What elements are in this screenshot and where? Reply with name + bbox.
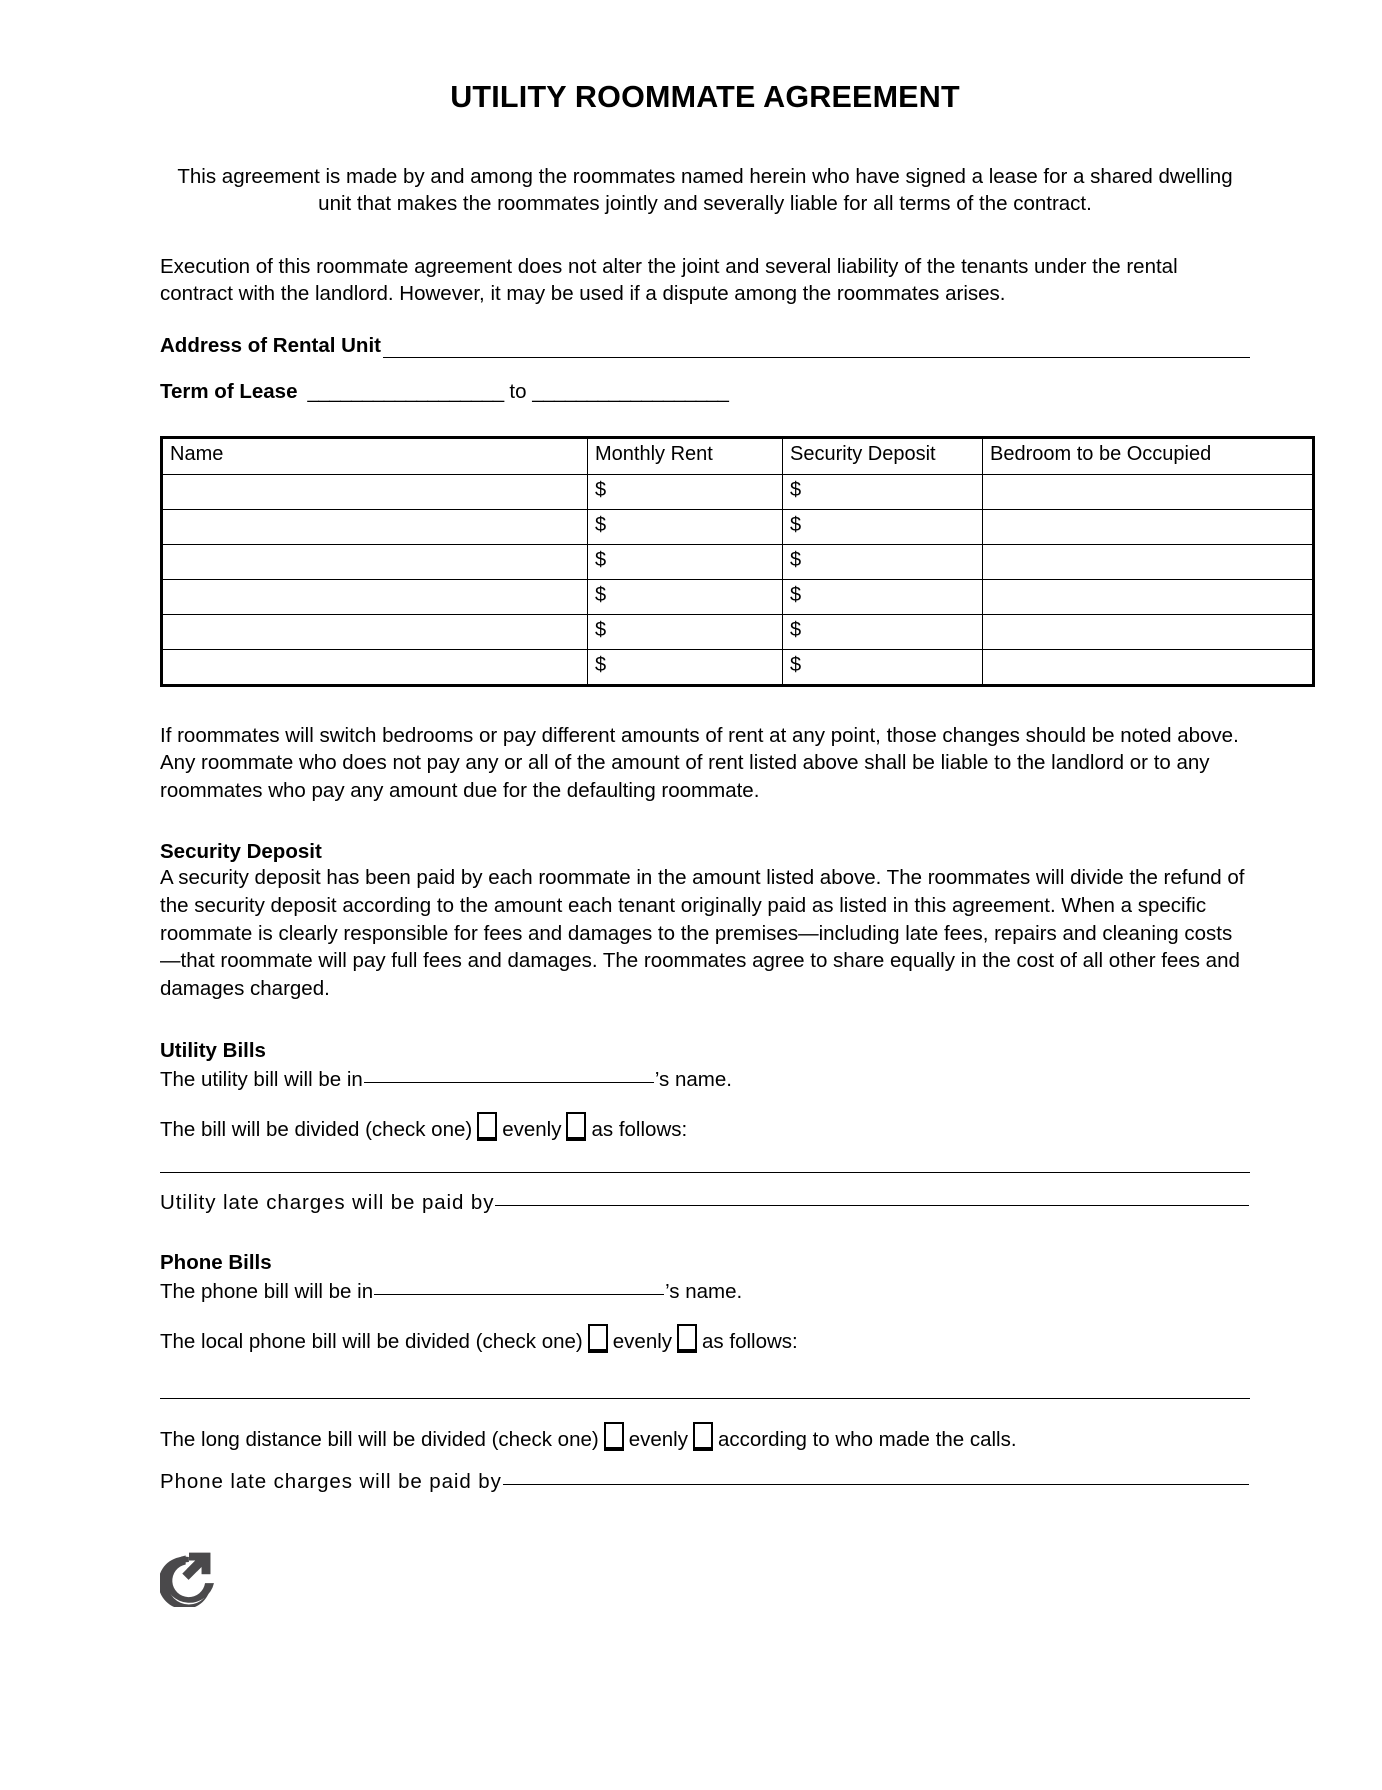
roommate-table-wrapper [160, 436, 1250, 687]
table-header-row [162, 438, 1314, 475]
term-of-lease-connector: to [509, 380, 527, 403]
phone-late-charges-input[interactable] [503, 1484, 1249, 1485]
column-header-name: Name [162, 438, 588, 475]
local-phone-as-follows-checkbox[interactable] [677, 1324, 697, 1353]
page-title: UTILITY ROOMMATE AGREEMENT [450, 80, 960, 114]
utility-late-charges-label: Utility late charges will be paid by [160, 1191, 495, 1215]
cell-name[interactable] [162, 580, 588, 615]
term-of-lease-field[interactable] [160, 380, 1250, 404]
intro-paragraph: This agreement is made by and among the roommates named herein who have signed a lease for a shared dwelling unit that makes the roommates jointly and severally liable for all terms of the contract. [177, 165, 1233, 216]
local-phone-division-prefix: The local phone bill will be divided (check one) [160, 1330, 583, 1354]
table-row[interactable] [162, 475, 1314, 510]
utility-bill-name-input[interactable] [364, 1082, 654, 1083]
address-of-rental-unit-field[interactable] [160, 334, 1250, 358]
long-distance-evenly-checkbox[interactable] [604, 1422, 624, 1451]
cell-monthly-rent[interactable]: $ [588, 510, 783, 545]
table-row[interactable] [162, 615, 1314, 650]
utility-bill-name-suffix: ’s name. [654, 1068, 732, 1092]
utility-bills-heading: Utility Bills [160, 1039, 266, 1063]
long-distance-division-line[interactable] [160, 1417, 1250, 1452]
local-phone-as-follows-input[interactable] [160, 1398, 1250, 1399]
cell-bedroom[interactable] [983, 615, 1314, 650]
table-row[interactable] [162, 650, 1314, 686]
security-deposit-paragraph: A security deposit has been paid by each roommate in the amount listed above. The roommates will divide the refund of the security deposit according to the amount each tenant originally paid as listed in this agreement. When a specific roommate is clearly responsible for fees and damages to the premises—including late fees, repairs and cleaning costs—that roommate will pay full fees and damages. The roommates agree to share equally in the cost of all other fees and damages charged. [160, 865, 1245, 1001]
document-content [160, 0, 1250, 1494]
phone-bill-name-suffix: ’s name. [665, 1280, 743, 1304]
column-header-security-deposit: Security Deposit [783, 438, 983, 475]
phone-late-charges-line[interactable] [160, 1470, 1250, 1494]
utility-bill-division-line[interactable] [160, 1107, 1250, 1142]
cell-security-deposit[interactable]: $ [783, 475, 983, 510]
utility-as-follows-input[interactable] [160, 1172, 1250, 1173]
switch-bedrooms-paragraph: If roommates will switch bedrooms or pay different amounts of rent at any point, those changes should be noted above. Any roommate who does not pay any or all of the amount of rent listed above shall be liable to the landlord or to any roommates who pay any amount due for the defaulting roommate. [160, 724, 1239, 802]
long-distance-by-calls-label: according to who made the calls. [717, 1428, 1017, 1452]
long-distance-evenly-label: evenly [628, 1428, 688, 1452]
cell-name[interactable] [162, 615, 588, 650]
local-phone-evenly-label: evenly [612, 1330, 673, 1354]
phone-late-charges-label: Phone late charges will be paid by [160, 1470, 502, 1494]
long-distance-division-prefix: The long distance bill will be divided (check one) [160, 1428, 599, 1452]
cell-security-deposit[interactable]: $ [783, 580, 983, 615]
term-of-lease-end-input[interactable]: __________________ [532, 380, 729, 403]
phone-bill-name-line[interactable] [160, 1280, 1250, 1304]
utility-as-follows-checkbox[interactable] [566, 1112, 586, 1141]
cell-monthly-rent[interactable]: $ [588, 475, 783, 510]
cell-bedroom[interactable] [983, 510, 1314, 545]
cell-security-deposit[interactable]: $ [783, 650, 983, 686]
cell-security-deposit[interactable]: $ [783, 615, 983, 650]
cell-name[interactable] [162, 545, 588, 580]
roommate-table [160, 436, 1315, 687]
circular-arrow-logo-icon [160, 1545, 222, 1607]
phone-bill-name-prefix: The phone bill will be in [160, 1280, 374, 1304]
term-of-lease-label: Term of Lease [160, 380, 298, 403]
local-phone-as-follows-label: as follows: [702, 1330, 798, 1354]
phone-bills-heading: Phone Bills [160, 1251, 272, 1275]
cell-bedroom[interactable] [983, 475, 1314, 510]
execution-paragraph: Execution of this roommate agreement does not alter the joint and several liability of the tenants under the rental contract with the landlord. However, it may be used if a dispute among the roommates arises. [160, 254, 1178, 305]
address-of-rental-unit-input[interactable] [383, 336, 1250, 358]
cell-name[interactable] [162, 650, 588, 686]
utility-evenly-checkbox[interactable] [477, 1112, 497, 1141]
local-phone-division-line[interactable] [160, 1319, 1250, 1354]
table-row[interactable] [162, 510, 1314, 545]
cell-bedroom[interactable] [983, 580, 1314, 615]
utility-as-follows-label: as follows: [591, 1118, 688, 1142]
utility-bill-name-line[interactable] [160, 1068, 1250, 1092]
column-header-bedroom: Bedroom to be Occupied [983, 438, 1314, 475]
address-of-rental-unit-label: Address of Rental Unit [160, 334, 381, 357]
cell-name[interactable] [162, 510, 588, 545]
table-row[interactable] [162, 545, 1314, 580]
utility-late-charges-input[interactable] [495, 1205, 1249, 1206]
cell-security-deposit[interactable]: $ [783, 545, 983, 580]
cell-bedroom[interactable] [983, 650, 1314, 686]
utility-evenly-label: evenly [502, 1118, 562, 1142]
utility-bill-name-prefix: The utility bill will be in [160, 1068, 363, 1092]
cell-monthly-rent[interactable]: $ [588, 650, 783, 686]
cell-monthly-rent[interactable]: $ [588, 615, 783, 650]
security-deposit-heading: Security Deposit [160, 839, 322, 863]
local-phone-evenly-checkbox[interactable] [588, 1324, 608, 1353]
term-of-lease-start-input[interactable]: __________________ [307, 380, 504, 403]
table-row[interactable] [162, 580, 1314, 615]
cell-security-deposit[interactable]: $ [783, 510, 983, 545]
long-distance-by-calls-checkbox[interactable] [693, 1422, 713, 1451]
cell-monthly-rent[interactable]: $ [588, 545, 783, 580]
utility-late-charges-line[interactable] [160, 1191, 1250, 1215]
cell-monthly-rent[interactable]: $ [588, 580, 783, 615]
column-header-monthly-rent: Monthly Rent [588, 438, 783, 475]
phone-bill-name-input[interactable] [374, 1294, 664, 1295]
utility-bill-division-prefix: The bill will be divided (check one) [160, 1118, 473, 1142]
cell-bedroom[interactable] [983, 545, 1314, 580]
logo [160, 1545, 222, 1607]
cell-name[interactable] [162, 475, 588, 510]
